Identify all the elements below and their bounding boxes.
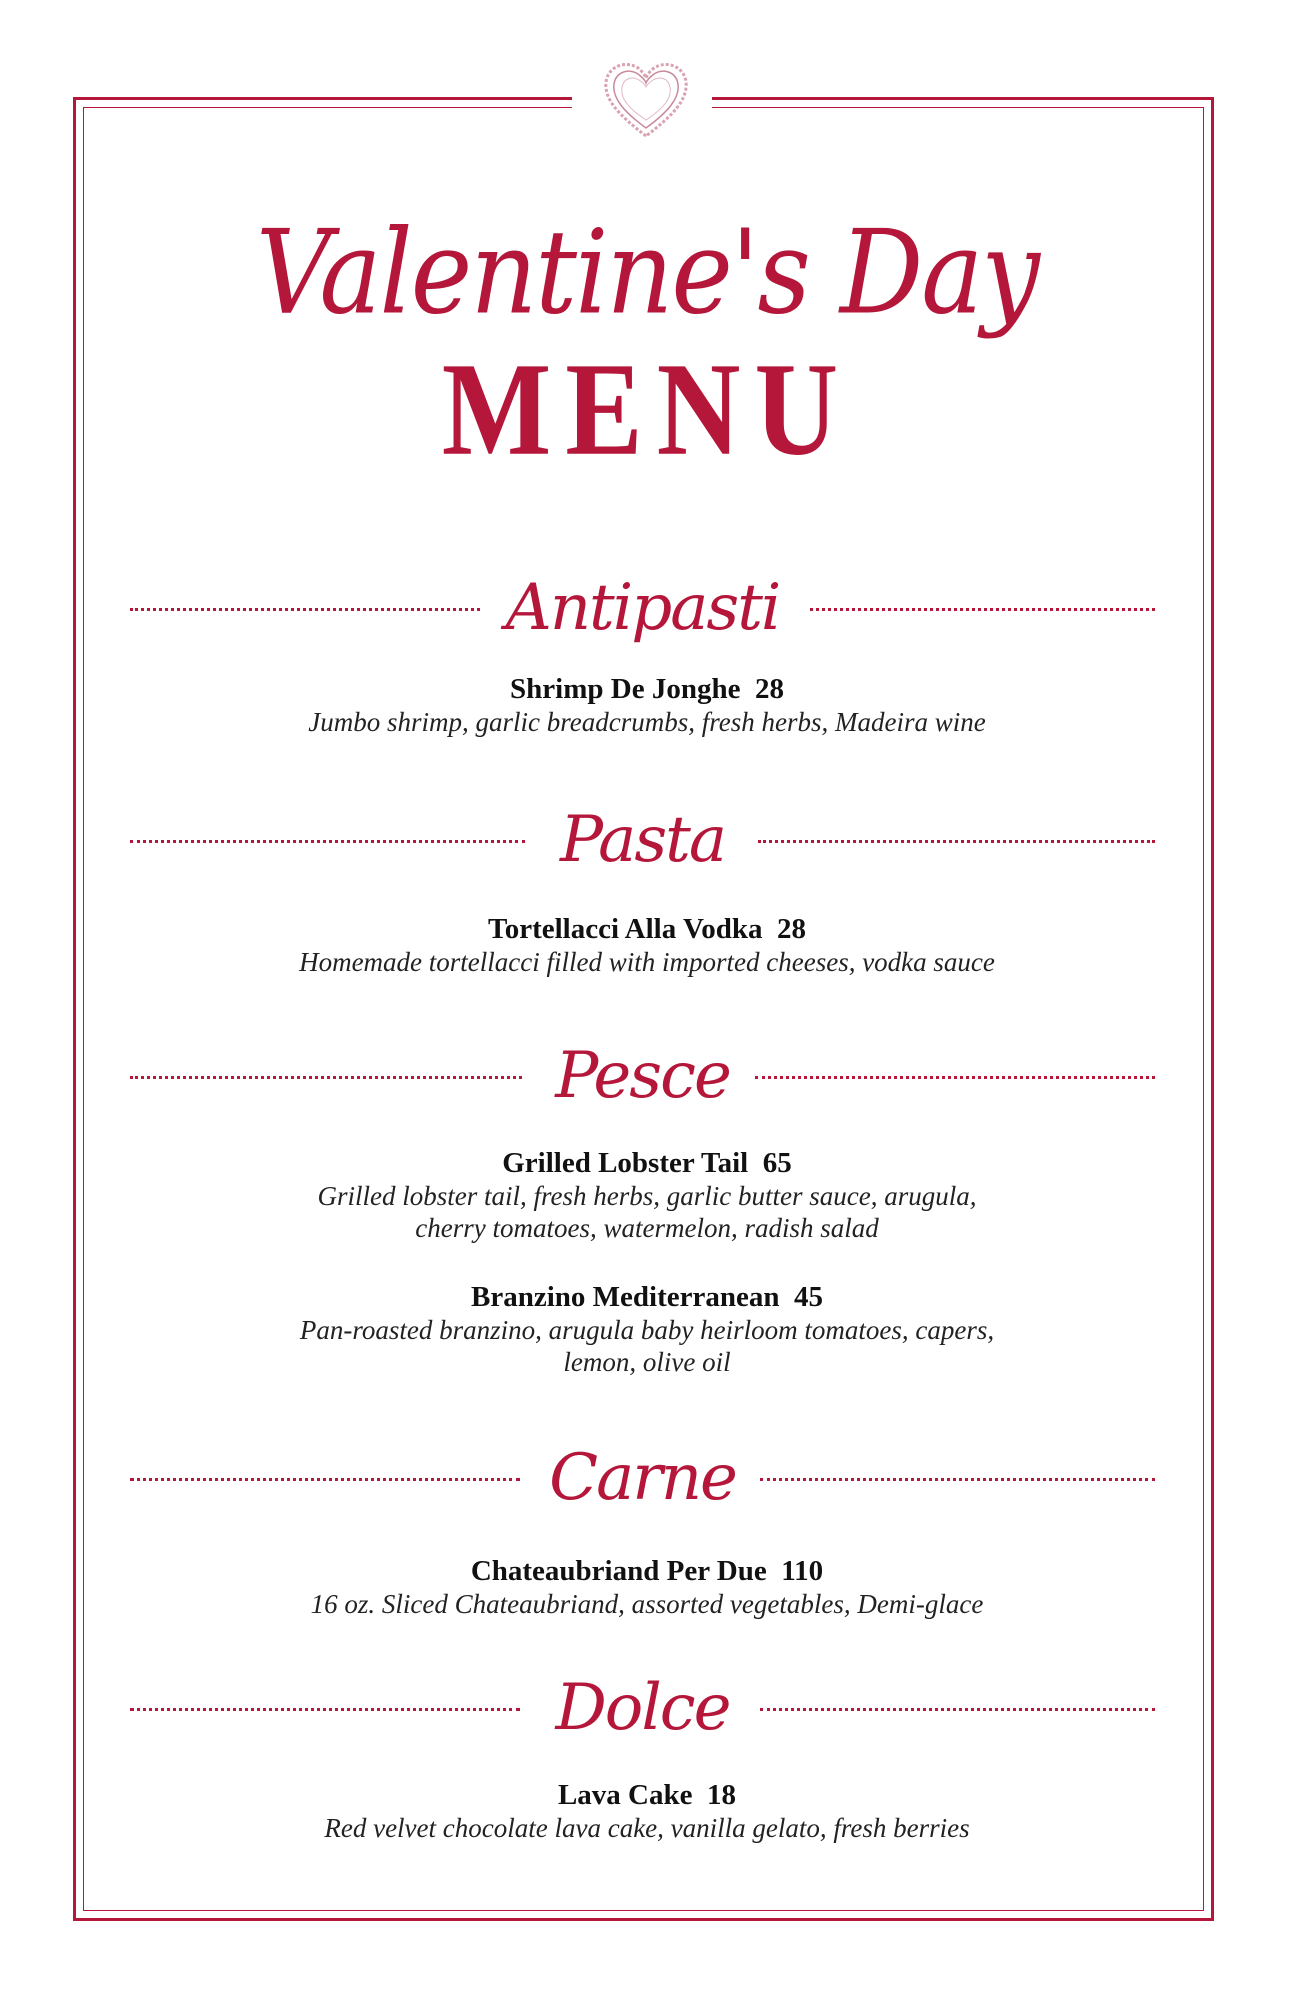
item-name: Tortellacci Alla Vodka [488,913,763,945]
item-name-line [0,1554,1294,1588]
item-price: 65 [762,1147,792,1179]
item-price: 28 [776,913,806,945]
menu-item [0,672,1294,738]
section-header-pesce [130,1036,1155,1116]
section-title: Antipasti [505,571,780,645]
item-description: cherry tomatoes, watermelon, radish salad [415,1213,879,1243]
item-description: Red velvet chocolate lava cake, vanilla gelato, fresh berries [324,1813,970,1843]
item-description: Pan-roasted branzino, arugula baby heirloom tomatoes, capers, [299,1315,995,1345]
item-price: 45 [793,1281,823,1313]
item-description: Homemade tortellacci filled with imported cheeses, vodka sauce [299,947,995,977]
menu-item [0,1146,1294,1244]
item-name: Shrimp De Jonghe [510,673,741,705]
section-header-dolce [130,1668,1155,1748]
section-title: Carne [549,1441,736,1515]
item-description: Grilled lobster tail, fresh herbs, garlic butter sauce, arugula, [317,1181,977,1211]
item-name-line [0,1146,1294,1180]
item-name: Lava Cake [557,1779,693,1811]
item-price: 110 [781,1555,824,1587]
menu-item [0,1280,1294,1378]
section-header-pasta [130,800,1155,880]
item-name-line [0,672,1294,706]
section-title: Pasta [559,803,726,877]
item-description: lemon, olive oil [563,1347,731,1377]
item-description: 16 oz. Sliced Chateaubriand, assorted vegetables, Demi-glace [310,1589,984,1619]
lace-heart-icon [600,56,692,142]
title-menu: MENU [441,336,853,484]
menu-item [0,1554,1294,1620]
item-name: Branzino Mediterranean [471,1281,780,1313]
menu-item [0,912,1294,978]
menu-item [0,1778,1294,1844]
section-header-antipasti [130,568,1155,648]
title-script: Valentine's Day [255,203,1039,341]
section-header-carne [130,1438,1155,1518]
item-price: 18 [707,1779,737,1811]
item-description: Jumbo shrimp, garlic breadcrumbs, fresh herbs, Madeira wine [308,707,986,737]
item-price: 28 [754,673,784,705]
item-name-line [0,912,1294,946]
item-name: Chateaubriand Per Due [470,1555,767,1587]
item-name-line [0,1280,1294,1314]
item-name: Grilled Lobster Tail [502,1147,749,1179]
item-name-line [0,1778,1294,1812]
section-title: Pesce [555,1039,730,1113]
section-title: Dolce [555,1671,730,1745]
